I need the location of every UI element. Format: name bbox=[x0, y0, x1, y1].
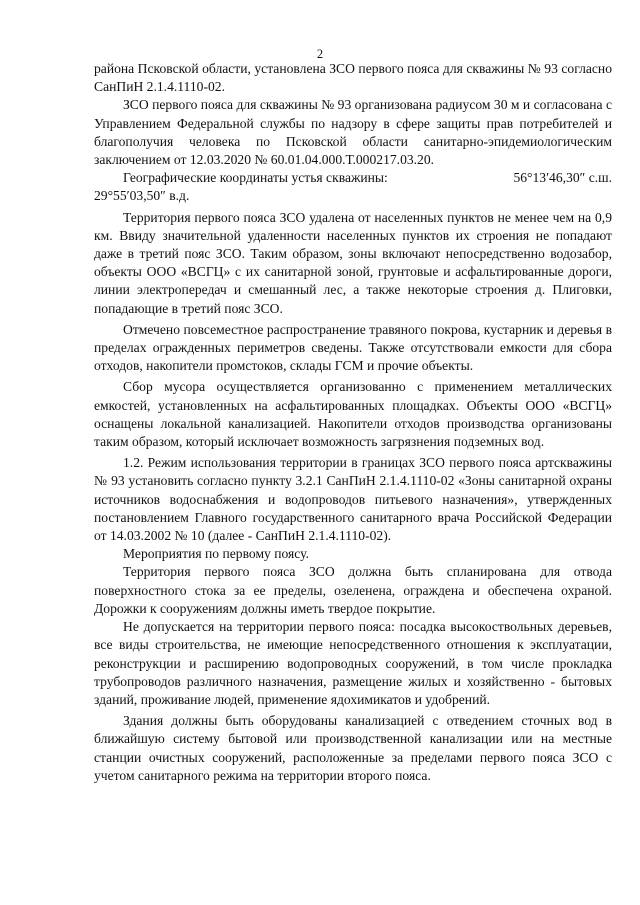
paragraph-territory-distance: Территория первого пояса ЗСО удалена от населенных пунктов не менее чем на 0,9 км. Ввиду значительной удаленности населенных пунктов их строения не попадают даже в третий пояс ЗСО. Таким образом, зоны включают непосредственно водозабор, объекты ООО «ВСГЦ» с их санитарной зоной, грунтовые и асфальтированные дороги, линии электропередач и смешанный лес, а также некоторые строения д. Плиговки, попадающие в третий пояс ЗСО. bbox=[94, 209, 612, 316]
coordinates-longitude: 29°55′03,50″ в.д. bbox=[94, 188, 190, 204]
paragraph-planning: Территория первого пояса ЗСО должна быть спланирована для отвода поверхностного стока за ее пределы, озеленена, ограждена и обеспечена охраной. Дорожки к сооружениям должны иметь твердое покрытие. bbox=[94, 564, 612, 616]
paragraph-zso-radius: ЗСО первого пояса для скважины № 93 организована радиусом 30 м и согласована с Управлением Федеральной службы по надзору в сфере защиты прав потребителей и благополучия человека по Псковской области санитарно-эпидемиологическим заключением от 12.03.2020 № 60.01.04.000.Т.000217.03.20. bbox=[94, 97, 612, 168]
paragraph-continuation: района Псковской области, установлена ЗСО первого пояса для скважины № 93 согласно СанПиН 2.1.4.1110-02. bbox=[94, 61, 612, 95]
paragraph-coordinates bbox=[94, 169, 612, 205]
paragraph-prohibitions: Не допускается на территории первого пояса: посадка высокоствольных деревьев, все виды строительства, не имеющие непосредственного отношения к эксплуатации, реконструкции и расширению водопроводных сооружений, в том числе прокладка трубопроводов различного назначения, размещение жилых и хозяйственно - бытовых зданий, проживание людей, применение ядохимикатов и удобрений. bbox=[94, 619, 612, 707]
coordinates-line bbox=[94, 169, 612, 187]
paragraph-regime: 1.2. Режим использования территории в границах ЗСО первого пояса артскважины № 93 установить согласно пункту 3.2.1 СанПиН 2.1.4.1110-02 «Зоны санитарной охраны источников водоснабжения и водопроводов питьевого назначения», утвержденных постановлением Главного государственного санитарного врача Российской Федерации от 14.03.2002 № 10 (далее - СанПиН 2.1.4.1110-02). bbox=[94, 455, 612, 544]
coordinates-latitude: 56°13′46,30″ с.ш. bbox=[513, 170, 612, 186]
document-body bbox=[94, 60, 612, 785]
paragraph-sewerage: Здания должны быть оборудованы канализацией с отведением сточных вод в ближайшую систему бытовой или производственной канализации или на местные станции очистных сооружений, расположенные за пределами первого пояса ЗСО с учетом санитарного режима на территории второго пояса. bbox=[94, 713, 612, 783]
coordinates-label: Географические координаты устья скважины: bbox=[123, 170, 388, 186]
paragraph-measures-heading: Мероприятия по первому поясу. bbox=[123, 546, 309, 562]
paragraph-waste-collection: Сбор мусора осуществляется организованно с применением металлических емкостей, установленных на асфальтированных площадках. Объекты ООО «ВСГЦ» оснащены локальной канализацией. Накопители отходов производства организованы таким образом, который исключает возможность загрязнения подземных вод. bbox=[94, 379, 612, 450]
page-number: 2 bbox=[316, 47, 324, 61]
paragraph-vegetation: Отмечено повсеместное распространение травяного покрова, кустарник и деревья в пределах огражденных периметров сведены. Также отсутствовали емкости для сбора отходов, накопители промстоков, склады ГСМ и прочие объекты. bbox=[94, 321, 612, 374]
